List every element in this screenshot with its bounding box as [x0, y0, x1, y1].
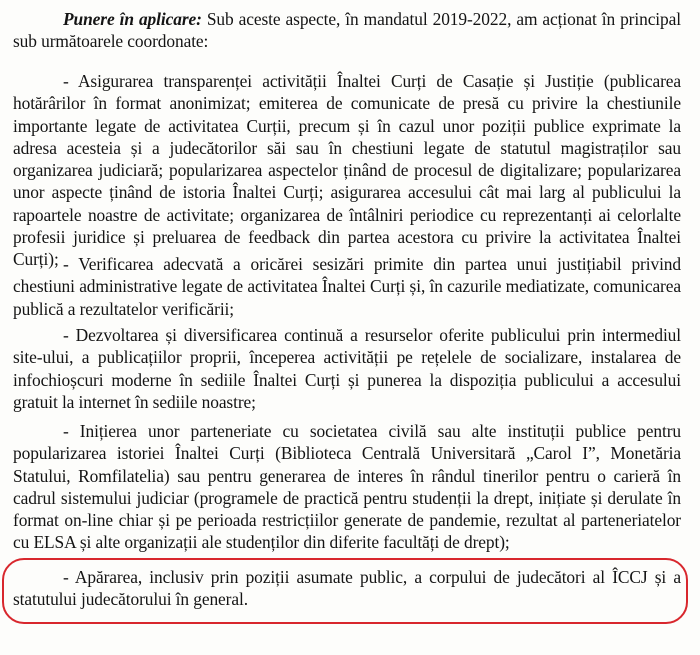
- intro-paragraph: [13, 8, 681, 53]
- list-item-resources: - Dezvoltarea și diversificarea continuă a resurselor oferite publicului prin intermediul site-ului, a publicațiilor proprii, începerea activității pe rețelele de socializare, instalarea de infochioșcuri moderne în sediile Înaltei Curți și punerea la dispoziția publicului a accesului gratuit la internet în sediile noastre;: [13, 325, 681, 412]
- intro-text: Sub aceste aspecte, în mandatul 2019-2022, am acționat în principal sub următoarele coordonate:: [13, 9, 681, 52]
- list-item-partnerships: - Inițierea unor parteneriate cu societatea civilă sau alte instituții publice pentru popularizarea istoriei Înaltei Curți (Biblioteca Centrală Universitară „Carol I”, Monetăria Statului, Romfilatelia) sau pentru generarea de interes în rândul tinerilor pentru o carieră în cadrul sistemului judiciar (programele de practică pentru studenții la drept, inițiate și derulate în format on-line chiar și pe perioada restricțiilor generate de pandemie, rezultat al parteneriatelor cu ELSA și alte organizații ale studenților din diferite facultăți de drept);: [13, 421, 681, 553]
- list-item-defense: - Apărarea, inclusiv prin poziții asumate public, a corpului de judecători al ÎCCJ și a statutului judecătorului în general.: [13, 567, 681, 610]
- list-item-verification: - Verificarea adecvată a oricărei sesizări primite din partea unui justițiabil privind chestiuni administrative legate de activitatea Înaltei Curți și, în cazurile mediatizate, comunicarea publică a rezultatelor verificării;: [13, 254, 681, 319]
- intro-lead: Punere în aplicare:: [63, 9, 202, 29]
- list-item-transparency: - Asigurarea transparenței activității Înaltei Curți de Casație și Justiție (publicarea hotărârilor în format anonimizat; emiterea de comunicate de presă cu privire la chestiunile importante legate de activitatea Curții, precum și în cazul unor poziții publice exprimate la adresa acesteia și a judecătorilor săi sau în chestiuni legate de statutul magistraților sau organizarea judiciară; popularizarea aspectelor ținând de procesul de digitalizare; popularizarea unor aspecte ținând de istoria Înaltei Curți; asigurarea accesului cât mai larg al publicului la rapoartele noastre de activitate; organizarea de întâlniri periodice cu reprezentanți ai celorlalte profesii juridice și preluarea de feedback din partea acestora cu privire la activitatea Înaltei Curți);: [13, 71, 681, 270]
- highlight-annotation: [2, 558, 688, 624]
